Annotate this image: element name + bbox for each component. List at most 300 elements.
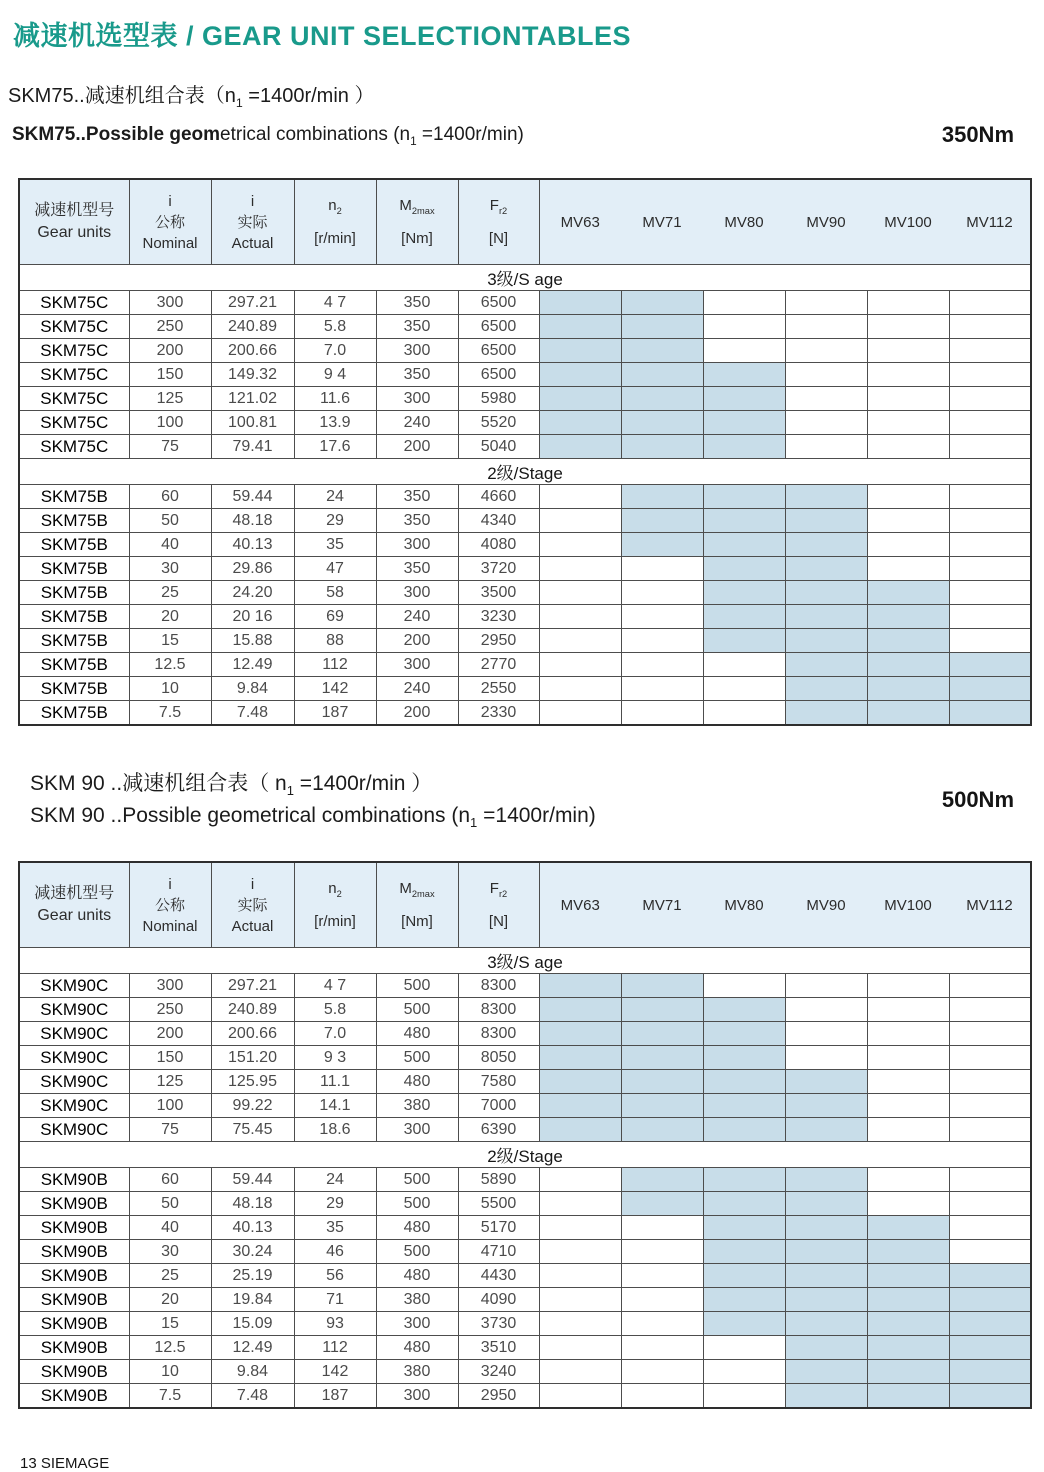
cell-nominal: 200 bbox=[129, 1022, 211, 1046]
cell-nominal: 15 bbox=[129, 1312, 211, 1336]
cell-nominal: 75 bbox=[129, 1118, 211, 1142]
cell-fr2: 5890 bbox=[458, 1168, 539, 1192]
mv-cell-mv112 bbox=[949, 1070, 1031, 1094]
mv-cell-mv100 bbox=[867, 1264, 949, 1288]
skm90-heading-zh: SKM 90 ..减速机组合表（ $n_1 =1400r/\min$ ） bbox=[30, 772, 433, 799]
cell-model: SKM90C bbox=[19, 974, 129, 998]
col-header-n2: $n_2$ [r/min] bbox=[294, 179, 376, 265]
mv-cell-mv71 bbox=[621, 1384, 703, 1409]
col-header-m2max: $M_{2max}$ [Nm] bbox=[376, 179, 458, 265]
cell-actual: 125.95 bbox=[211, 1070, 294, 1094]
mv-cell-mv100 bbox=[867, 701, 949, 726]
header-row bbox=[19, 862, 1031, 948]
mv-cell-mv71 bbox=[621, 485, 703, 509]
cell-n2: 17.6 bbox=[294, 435, 376, 459]
mv-cell-mv90 bbox=[785, 363, 867, 387]
cell-fr2: 4080 bbox=[458, 533, 539, 557]
col-header-mv80: MV80 bbox=[703, 862, 785, 948]
cell-nominal: 30 bbox=[129, 557, 211, 581]
skm90-selection-table bbox=[18, 861, 1032, 1409]
mv-cell-mv80 bbox=[703, 1022, 785, 1046]
skm90-torque-rating: 500Nm bbox=[941, 786, 1014, 812]
mv-cell-mv90 bbox=[785, 1118, 867, 1142]
mv-cell-mv90 bbox=[785, 1288, 867, 1312]
table-row bbox=[19, 291, 1031, 315]
cell-m2max: 300 bbox=[376, 1312, 458, 1336]
mv-cell-mv100 bbox=[867, 677, 949, 701]
cell-nominal: 20 bbox=[129, 1288, 211, 1312]
cell-nominal: 30 bbox=[129, 1240, 211, 1264]
cell-m2max: 350 bbox=[376, 315, 458, 339]
mv-cell-mv100 bbox=[867, 387, 949, 411]
mv-cell-mv100 bbox=[867, 1118, 949, 1142]
mv-cell-mv112 bbox=[949, 1264, 1031, 1288]
mv-cell-mv71 bbox=[621, 533, 703, 557]
cell-fr2: 5040 bbox=[458, 435, 539, 459]
mv-cell-mv112 bbox=[949, 1192, 1031, 1216]
col-header-mv63: MV63 bbox=[539, 862, 621, 948]
mv-cell-mv63 bbox=[539, 1360, 621, 1384]
cell-model: SKM90C bbox=[19, 1022, 129, 1046]
table-row bbox=[19, 1216, 1031, 1240]
cell-n2: 7.0 bbox=[294, 1022, 376, 1046]
mv-cell-mv90 bbox=[785, 315, 867, 339]
mv-cell-mv71 bbox=[621, 1094, 703, 1118]
table-row bbox=[19, 998, 1031, 1022]
cell-model: SKM75C bbox=[19, 387, 129, 411]
mv-cell-mv71 bbox=[621, 387, 703, 411]
cell-m2max: 480 bbox=[376, 1216, 458, 1240]
mv-cell-mv71 bbox=[621, 291, 703, 315]
cell-m2max: 350 bbox=[376, 485, 458, 509]
cell-actual: 29.86 bbox=[211, 557, 294, 581]
mv-cell-mv90 bbox=[785, 1022, 867, 1046]
cell-model: SKM90C bbox=[19, 1046, 129, 1070]
cell-actual: 15.09 bbox=[211, 1312, 294, 1336]
mv-cell-mv112 bbox=[949, 557, 1031, 581]
cell-fr2: 2950 bbox=[458, 629, 539, 653]
cell-nominal: 40 bbox=[129, 533, 211, 557]
cell-fr2: 3730 bbox=[458, 1312, 539, 1336]
cell-n2: 13.9 bbox=[294, 411, 376, 435]
mv-cell-mv63 bbox=[539, 533, 621, 557]
mv-cell-mv112 bbox=[949, 1168, 1031, 1192]
cell-n2: 71 bbox=[294, 1288, 376, 1312]
mv-cell-mv80 bbox=[703, 533, 785, 557]
table-row bbox=[19, 1264, 1031, 1288]
cell-fr2: 2770 bbox=[458, 653, 539, 677]
cell-actual: 149.32 bbox=[211, 363, 294, 387]
cell-actual: 240.89 bbox=[211, 998, 294, 1022]
mv-cell-mv112 bbox=[949, 1336, 1031, 1360]
mv-cell-mv90 bbox=[785, 677, 867, 701]
cell-nominal: 10 bbox=[129, 677, 211, 701]
cell-m2max: 500 bbox=[376, 1168, 458, 1192]
mv-cell-mv112 bbox=[949, 1312, 1031, 1336]
cell-actual: 7.48 bbox=[211, 701, 294, 726]
mv-cell-mv71 bbox=[621, 1168, 703, 1192]
cell-fr2: 5500 bbox=[458, 1192, 539, 1216]
table-row bbox=[19, 1360, 1031, 1384]
mv-cell-mv80 bbox=[703, 1070, 785, 1094]
cell-actual: 40.13 bbox=[211, 533, 294, 557]
cell-model: SKM90B bbox=[19, 1216, 129, 1240]
cell-actual: 200.66 bbox=[211, 1022, 294, 1046]
cell-fr2: 8300 bbox=[458, 974, 539, 998]
mv-cell-mv90 bbox=[785, 653, 867, 677]
mv-cell-mv71 bbox=[621, 1288, 703, 1312]
mv-cell-mv90 bbox=[785, 1336, 867, 1360]
mv-cell-mv71 bbox=[621, 1118, 703, 1142]
cell-m2max: 380 bbox=[376, 1360, 458, 1384]
cell-model: SKM75B bbox=[19, 509, 129, 533]
mv-cell-mv112 bbox=[949, 435, 1031, 459]
mv-cell-mv80 bbox=[703, 605, 785, 629]
mv-cell-mv71 bbox=[621, 1216, 703, 1240]
mv-cell-mv80 bbox=[703, 315, 785, 339]
mv-cell-mv90 bbox=[785, 339, 867, 363]
mv-cell-mv90 bbox=[785, 1070, 867, 1094]
cell-m2max: 500 bbox=[376, 1240, 458, 1264]
col-header-mv90: MV90 bbox=[785, 862, 867, 948]
cell-n2: 46 bbox=[294, 1240, 376, 1264]
mv-cell-mv63 bbox=[539, 701, 621, 726]
cell-nominal: 10 bbox=[129, 1360, 211, 1384]
table-row bbox=[19, 1070, 1031, 1094]
mv-cell-mv80 bbox=[703, 1336, 785, 1360]
mv-cell-mv80 bbox=[703, 509, 785, 533]
cell-n2: 35 bbox=[294, 1216, 376, 1240]
cell-nominal: 60 bbox=[129, 485, 211, 509]
cell-nominal: 20 bbox=[129, 605, 211, 629]
mv-cell-mv90 bbox=[785, 1094, 867, 1118]
header-row bbox=[19, 179, 1031, 265]
mv-cell-mv71 bbox=[621, 557, 703, 581]
skm90-heading-block bbox=[30, 768, 1014, 831]
mv-cell-mv80 bbox=[703, 1216, 785, 1240]
mv-cell-mv71 bbox=[621, 581, 703, 605]
mv-cell-mv100 bbox=[867, 581, 949, 605]
cell-m2max: 500 bbox=[376, 998, 458, 1022]
cell-m2max: 200 bbox=[376, 435, 458, 459]
cell-m2max: 300 bbox=[376, 339, 458, 363]
mv-cell-mv71 bbox=[621, 435, 703, 459]
cell-nominal: 25 bbox=[129, 581, 211, 605]
table-row bbox=[19, 363, 1031, 387]
mv-cell-mv100 bbox=[867, 998, 949, 1022]
cell-fr2: 4090 bbox=[458, 1288, 539, 1312]
col-header-mv112: MV112 bbox=[949, 179, 1031, 265]
col-header-mv90: MV90 bbox=[785, 179, 867, 265]
cell-fr2: 3500 bbox=[458, 581, 539, 605]
table-row bbox=[19, 339, 1031, 363]
mv-cell-mv100 bbox=[867, 974, 949, 998]
table-row bbox=[19, 581, 1031, 605]
cell-nominal: 60 bbox=[129, 1168, 211, 1192]
cell-m2max: 500 bbox=[376, 974, 458, 998]
mv-cell-mv100 bbox=[867, 1046, 949, 1070]
cell-fr2: 2550 bbox=[458, 677, 539, 701]
cell-actual: 15.88 bbox=[211, 629, 294, 653]
mv-cell-mv71 bbox=[621, 509, 703, 533]
mv-cell-mv80 bbox=[703, 363, 785, 387]
col-header-gear-units: 减速机型号 Gear units bbox=[19, 862, 129, 948]
mv-cell-mv63 bbox=[539, 653, 621, 677]
cell-model: SKM90C bbox=[19, 1070, 129, 1094]
cell-actual: 48.18 bbox=[211, 509, 294, 533]
mv-cell-mv100 bbox=[867, 1288, 949, 1312]
table-row bbox=[19, 533, 1031, 557]
cell-actual: 151.20 bbox=[211, 1046, 294, 1070]
col-header-mv100: MV100 bbox=[867, 862, 949, 948]
cell-m2max: 350 bbox=[376, 509, 458, 533]
cell-fr2: 2330 bbox=[458, 701, 539, 726]
mv-cell-mv112 bbox=[949, 653, 1031, 677]
mv-cell-mv63 bbox=[539, 1070, 621, 1094]
mv-cell-mv71 bbox=[621, 315, 703, 339]
mv-cell-mv80 bbox=[703, 701, 785, 726]
document-page bbox=[0, 14, 1044, 1472]
cell-actual: 121.02 bbox=[211, 387, 294, 411]
cell-model: SKM90C bbox=[19, 1094, 129, 1118]
cell-m2max: 300 bbox=[376, 653, 458, 677]
cell-n2: 58 bbox=[294, 581, 376, 605]
mv-cell-mv80 bbox=[703, 291, 785, 315]
col-header-m2max: $M_{2max}$ [Nm] bbox=[376, 862, 458, 948]
cell-n2: 142 bbox=[294, 677, 376, 701]
mv-cell-mv112 bbox=[949, 701, 1031, 726]
mv-cell-mv71 bbox=[621, 1192, 703, 1216]
cell-n2: 7.0 bbox=[294, 339, 376, 363]
mv-cell-mv71 bbox=[621, 629, 703, 653]
cell-actual: 30.24 bbox=[211, 1240, 294, 1264]
mv-cell-mv80 bbox=[703, 1288, 785, 1312]
mv-cell-mv80 bbox=[703, 1312, 785, 1336]
mv-cell-mv63 bbox=[539, 485, 621, 509]
mv-cell-mv80 bbox=[703, 1192, 785, 1216]
mv-cell-mv63 bbox=[539, 411, 621, 435]
cell-m2max: 350 bbox=[376, 291, 458, 315]
col-header-ratio-actual: i 实际 Actual bbox=[211, 179, 294, 265]
cell-fr2: 7580 bbox=[458, 1070, 539, 1094]
mv-cell-mv71 bbox=[621, 1022, 703, 1046]
cell-actual: 99.22 bbox=[211, 1094, 294, 1118]
cell-fr2: 7000 bbox=[458, 1094, 539, 1118]
mv-cell-mv80 bbox=[703, 1360, 785, 1384]
cell-nominal: 25 bbox=[129, 1264, 211, 1288]
mv-cell-mv71 bbox=[621, 1046, 703, 1070]
cell-n2: 112 bbox=[294, 1336, 376, 1360]
col-header-fr2: $F_{r2}$ [N] bbox=[458, 179, 539, 265]
cell-n2: 14.1 bbox=[294, 1094, 376, 1118]
mv-cell-mv90 bbox=[785, 557, 867, 581]
cell-m2max: 300 bbox=[376, 387, 458, 411]
table-row bbox=[19, 605, 1031, 629]
mv-cell-mv112 bbox=[949, 291, 1031, 315]
mv-cell-mv71 bbox=[621, 974, 703, 998]
cell-nominal: 100 bbox=[129, 1094, 211, 1118]
mv-cell-mv100 bbox=[867, 435, 949, 459]
mv-cell-mv90 bbox=[785, 533, 867, 557]
mv-cell-mv63 bbox=[539, 435, 621, 459]
stage-band-row bbox=[19, 948, 1031, 974]
mv-cell-mv100 bbox=[867, 485, 949, 509]
cell-fr2: 5520 bbox=[458, 411, 539, 435]
cell-model: SKM90B bbox=[19, 1312, 129, 1336]
cell-model: SKM90B bbox=[19, 1264, 129, 1288]
table-row bbox=[19, 1384, 1031, 1409]
mv-cell-mv63 bbox=[539, 1022, 621, 1046]
mv-cell-mv112 bbox=[949, 315, 1031, 339]
mv-cell-mv90 bbox=[785, 485, 867, 509]
cell-fr2: 4430 bbox=[458, 1264, 539, 1288]
mv-cell-mv112 bbox=[949, 605, 1031, 629]
cell-nominal: 250 bbox=[129, 998, 211, 1022]
mv-cell-mv100 bbox=[867, 315, 949, 339]
cell-fr2: 2950 bbox=[458, 1384, 539, 1409]
col-header-gear-units: 减速机型号 Gear units bbox=[19, 179, 129, 265]
mv-cell-mv80 bbox=[703, 1384, 785, 1409]
table-row bbox=[19, 1022, 1031, 1046]
cell-model: SKM90B bbox=[19, 1192, 129, 1216]
mv-cell-mv90 bbox=[785, 509, 867, 533]
mv-cell-mv100 bbox=[867, 533, 949, 557]
cell-n2: 187 bbox=[294, 1384, 376, 1409]
mv-cell-mv63 bbox=[539, 605, 621, 629]
cell-model: SKM90B bbox=[19, 1240, 129, 1264]
cell-fr2: 3230 bbox=[458, 605, 539, 629]
mv-cell-mv71 bbox=[621, 411, 703, 435]
col-header-mv63: MV63 bbox=[539, 179, 621, 265]
cell-model: SKM75B bbox=[19, 557, 129, 581]
mv-cell-mv90 bbox=[785, 974, 867, 998]
mv-cell-mv71 bbox=[621, 339, 703, 363]
mv-cell-mv100 bbox=[867, 363, 949, 387]
mv-cell-mv90 bbox=[785, 1360, 867, 1384]
mv-cell-mv80 bbox=[703, 1240, 785, 1264]
mv-cell-mv100 bbox=[867, 1070, 949, 1094]
cell-n2: 142 bbox=[294, 1360, 376, 1384]
mv-cell-mv112 bbox=[949, 1094, 1031, 1118]
cell-model: SKM75B bbox=[19, 605, 129, 629]
cell-model: SKM90B bbox=[19, 1168, 129, 1192]
cell-actual: 240.89 bbox=[211, 315, 294, 339]
mv-cell-mv100 bbox=[867, 291, 949, 315]
mv-cell-mv90 bbox=[785, 629, 867, 653]
mv-cell-mv80 bbox=[703, 435, 785, 459]
table-row bbox=[19, 557, 1031, 581]
mv-cell-mv112 bbox=[949, 387, 1031, 411]
cell-n2: 24 bbox=[294, 485, 376, 509]
mv-cell-mv71 bbox=[621, 653, 703, 677]
table-row bbox=[19, 435, 1031, 459]
mv-cell-mv63 bbox=[539, 1288, 621, 1312]
mv-cell-mv112 bbox=[949, 1046, 1031, 1070]
mv-cell-mv112 bbox=[949, 998, 1031, 1022]
cell-nominal: 150 bbox=[129, 1046, 211, 1070]
cell-actual: 12.49 bbox=[211, 653, 294, 677]
mv-cell-mv80 bbox=[703, 411, 785, 435]
mv-cell-mv71 bbox=[621, 1336, 703, 1360]
mv-cell-mv112 bbox=[949, 1216, 1031, 1240]
mv-cell-mv71 bbox=[621, 605, 703, 629]
cell-m2max: 240 bbox=[376, 677, 458, 701]
skm75-torque-rating: 350Nm bbox=[941, 122, 1014, 147]
mv-cell-mv71 bbox=[621, 1312, 703, 1336]
mv-cell-mv63 bbox=[539, 363, 621, 387]
mv-cell-mv90 bbox=[785, 1312, 867, 1336]
cell-model: SKM75C bbox=[19, 315, 129, 339]
cell-actual: 25.19 bbox=[211, 1264, 294, 1288]
cell-n2: 29 bbox=[294, 509, 376, 533]
skm75-heading-en-row bbox=[12, 122, 1014, 148]
cell-model: SKM75B bbox=[19, 701, 129, 726]
cell-fr2: 3510 bbox=[458, 1336, 539, 1360]
table-row bbox=[19, 485, 1031, 509]
cell-fr2: 6500 bbox=[458, 339, 539, 363]
mv-cell-mv112 bbox=[949, 1384, 1031, 1409]
mv-cell-mv112 bbox=[949, 1288, 1031, 1312]
mv-cell-mv90 bbox=[785, 411, 867, 435]
mv-cell-mv90 bbox=[785, 387, 867, 411]
table-row bbox=[19, 974, 1031, 998]
cell-actual: 7.48 bbox=[211, 1384, 294, 1409]
mv-cell-mv90 bbox=[785, 291, 867, 315]
cell-fr2: 3240 bbox=[458, 1360, 539, 1384]
cell-m2max: 350 bbox=[376, 363, 458, 387]
cell-m2max: 300 bbox=[376, 533, 458, 557]
table-row bbox=[19, 701, 1031, 726]
cell-actual: 200.66 bbox=[211, 339, 294, 363]
table-row bbox=[19, 1168, 1031, 1192]
table-row bbox=[19, 1336, 1031, 1360]
cell-actual: 297.21 bbox=[211, 291, 294, 315]
cell-fr2: 8300 bbox=[458, 998, 539, 1022]
mv-cell-mv100 bbox=[867, 1216, 949, 1240]
mv-cell-mv90 bbox=[785, 998, 867, 1022]
mv-cell-mv100 bbox=[867, 1312, 949, 1336]
cell-n2: 93 bbox=[294, 1312, 376, 1336]
mv-cell-mv63 bbox=[539, 291, 621, 315]
mv-cell-mv90 bbox=[785, 435, 867, 459]
cell-actual: 59.44 bbox=[211, 485, 294, 509]
cell-model: SKM75B bbox=[19, 581, 129, 605]
mv-cell-mv112 bbox=[949, 677, 1031, 701]
skm75-heading-zh: SKM75..减速机组合表（$n_1 =1400r/\min$ ） bbox=[8, 85, 375, 110]
table-row bbox=[19, 387, 1031, 411]
mv-cell-mv112 bbox=[949, 485, 1031, 509]
cell-fr2: 6500 bbox=[458, 363, 539, 387]
mv-cell-mv112 bbox=[949, 1360, 1031, 1384]
stage-band-row bbox=[19, 1142, 1031, 1168]
cell-m2max: 200 bbox=[376, 701, 458, 726]
mv-cell-mv112 bbox=[949, 339, 1031, 363]
cell-fr2: 4710 bbox=[458, 1240, 539, 1264]
cell-model: SKM75C bbox=[19, 435, 129, 459]
mv-cell-mv100 bbox=[867, 509, 949, 533]
cell-n2: 88 bbox=[294, 629, 376, 653]
cell-model: SKM75C bbox=[19, 291, 129, 315]
mv-cell-mv63 bbox=[539, 339, 621, 363]
mv-cell-mv112 bbox=[949, 974, 1031, 998]
cell-n2: 11.6 bbox=[294, 387, 376, 411]
cell-nominal: 12.5 bbox=[129, 1336, 211, 1360]
cell-n2: 69 bbox=[294, 605, 376, 629]
cell-n2: 4 7 bbox=[294, 291, 376, 315]
skm75-heading-en: SKM75..Possible geometrical combinations $(n_1 =1400r/\min)$ bbox=[12, 124, 524, 148]
col-header-fr2: $F_{r2}$ [N] bbox=[458, 862, 539, 948]
mv-cell-mv63 bbox=[539, 1384, 621, 1409]
